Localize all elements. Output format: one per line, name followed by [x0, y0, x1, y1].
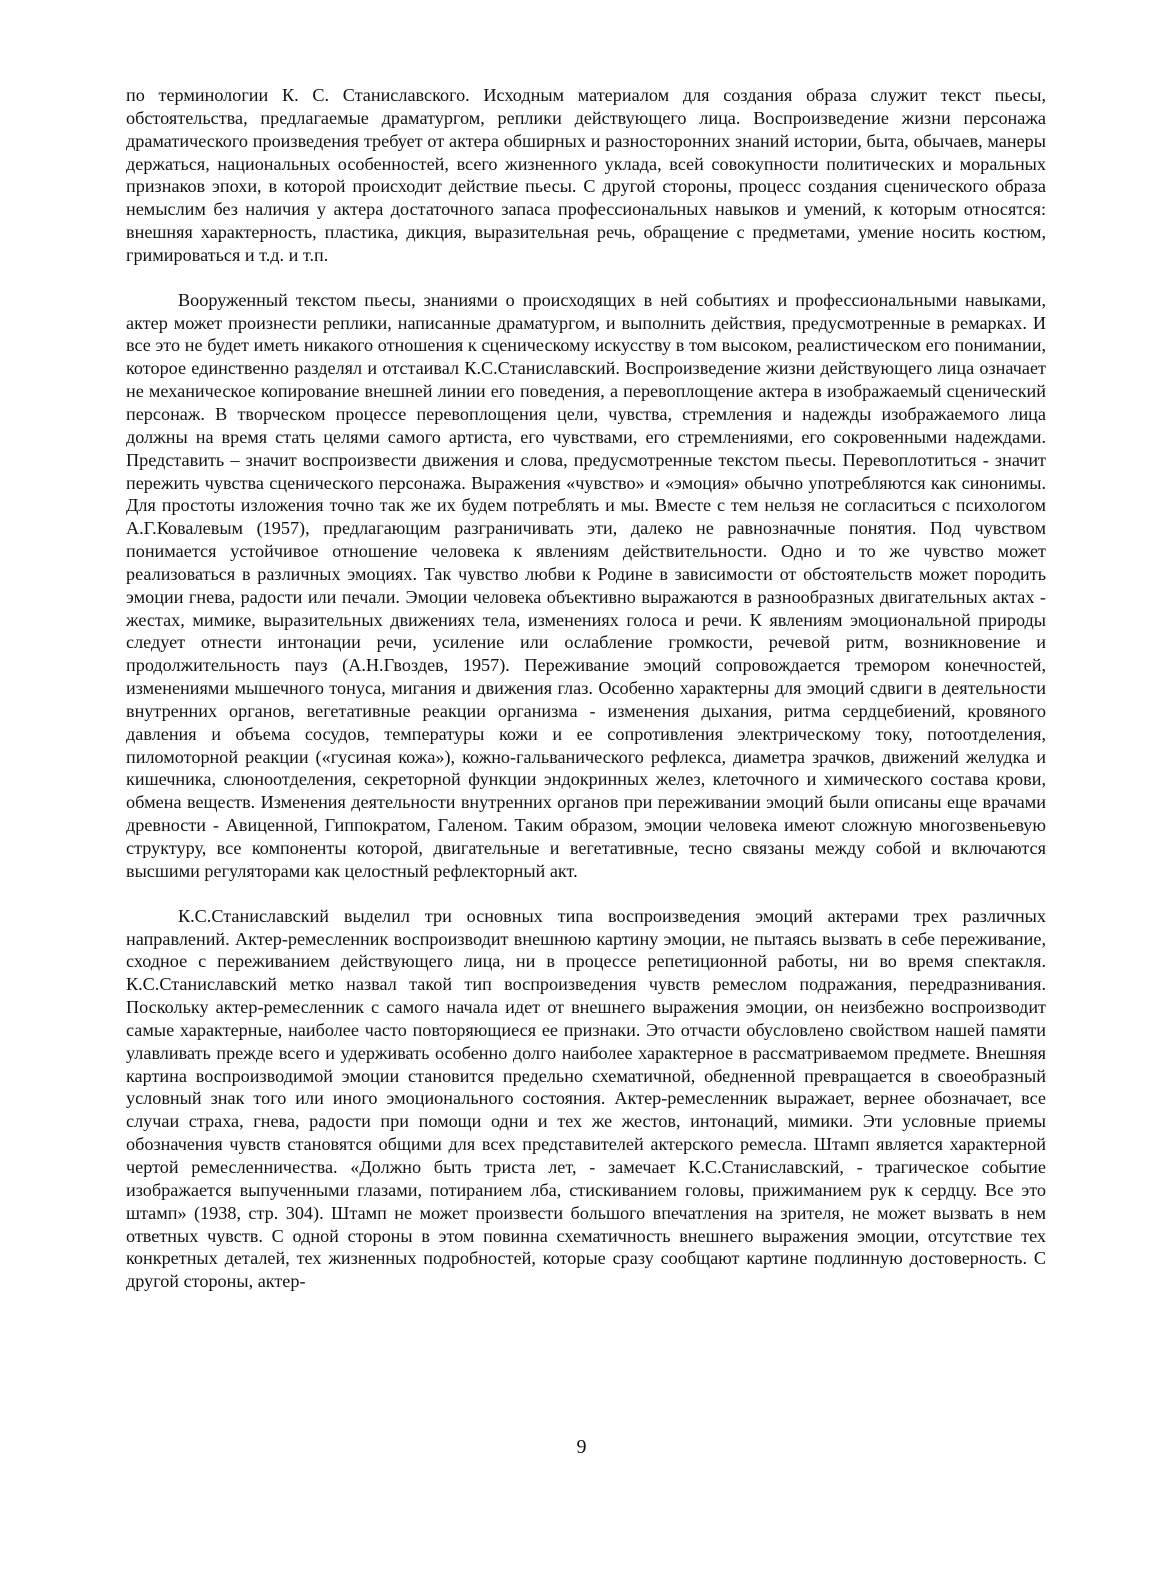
paragraph-spacer [126, 267, 1046, 289]
paragraph-1: по терминологии К. С. Станиславского. Исходным материалом для создания образа служит текст пьесы, обстоятельства, предлагаемые драматургом, реплики действующего лица. Воспроизведение жизни персонажа драматического произведения требует от актера обширных и разносторонних знаний истории, быта, обычаев, манеры держаться, национальных особенностей, всего жизненного уклада, всей совокупности политических и моральных признаков эпохи, в которой происходит действие пьесы. С другой стороны, процесс создания сценического образа немыслим без наличия у актера достаточного запаса профессиональных навыков и умений, к которым относятся: внешняя характерность, пластика, дикция, выразительная речь, обращение с предметами, умение носить костюм, гримироваться и т.д. и т.п. [126, 85, 1046, 265]
paragraph-3: К.С.Станиславский выделил три основных типа воспроизведения эмоций актерами трех различных направлений. Актер-ремесленник воспроизводит внешнюю картину эмоции, не пытаясь вызвать в себе переживание, сходное с переживанием действующего лица, ни в процессе репетиционной работы, ни во время спектакля. К.С.Станиславский метко назвал такой тип воспроизведения чувств ремеслом подражания, передразнивания. Поскольку актер-ремесленник с самого начала идет от внешнего выражения эмоции, он неизбежно воспроизводит самые характерные, наиболее часто повторяющиеся ее признаки. Это отчасти обусловлено свойством нашей памяти улавливать прежде всего и удерживать особенно долго наиболее характерное в рассматриваемом предмете. Внешняя картина воспроизводимой эмоции становится предельно схематичной, обедненной превращается в своеобразный условный знак того или иного эмоционального состояния. Актер-ремесленник выражает, вернее обозначает, все случаи страха, гнева, радости при помощи одни и тех же жестов, интонаций, мимики. Эти условные приемы обозначения чувств становятся общими для всех представителей актерского ремесла. Штамп является характерной чертой ремесленничества. «Должно быть триста лет, - замечает К.С.Станиславский, - трагическое событие изображается выпученными глазами, потиранием лба, стискиванием головы, прижиманием рук к сердцу. Все это штамп» (1938, стр. 304). Штамп не может произвести большого впечатления на зрителя, не может вызвать в нем ответных чувств. С одной стороны в этом повинна схематичность внешнего выражения эмоции, отсутствие тех конкретных деталей, тех жизненных подробностей, которые сразу сообщают картине подлинную достоверность. С другой стороны, актер- [126, 905, 1046, 1292]
paragraph-spacer [126, 883, 1046, 905]
paragraph-2: Вооруженный текстом пьесы, знаниями о происходящих в ней событиях и профессиональными навыками, актер может произнести реплики, написанные драматургом, и выполнить действия, предусмотренные в ремарках. И все это не будет иметь никакого отношения к сценическому искусству в том высоком, реалистическом его понимании, которое единственно разделял и отстаивал К.С.Станиславский. Воспроизведение жизни действующего лица означает не механическое копирование внешней линии его поведения, а перевоплощение актера в изображаемый сценический персонаж. В творческом процессе перевоплощения цели, чувства, стремления и надежды изображаемого лица должны на время стать целями самого артиста, его чувствами, его стремлениями, его сокровенными надеждами. Представить – значит воспроизвести движения и слова, предусмотренные текстом пьесы. Перевоплотиться - значит пережить чувства сценического персонажа. Выражения «чувство» и «эмоция» обычно употребляются как синонимы. Для простоты изложения точно так же их будем потреблять и мы. Вместе с тем нельзя не согласиться с психологом А.Г.Ковалевым (1957), предлагающим разграничивать эти, далеко не равнозначные понятия. Под чувством понимается устойчивое отношение человека к явлениям действительности. Одно и то же чувство может реализоваться в различных эмоциях. Так чувство любви к Родине в зависимости от обстоятельств может породить эмоции гнева, радости или печали. Эмоции человека объективно выражаются в разнообразных двигательных актах - жестах, мимике, выразительных движениях тела, изменениях голоса и речи. К явлениям эмоциональной природы следует отнести интонации речи, усиление или ослабление громкости, речевой ритм, возникновение и продолжительность пауз (А.Н.Гвоздев, 1957). Переживание эмоций сопровождается тремором конечностей, изменениями мышечного тонуса, мигания и движения глаз. Особенно характерны для эмоций сдвиги в деятельности внутренних органов, вегетативные реакции организма - изменения дыхания, ритма сердцебиений, кровяного давления и объема сосудов, температуры кожи и ее сопротивления электрическому току, потоотделения, пиломоторной реакции («гусиная кожа»), кожно-гальванического рефлекса, диаметра зрачков, движений желудка и кишечника, слюноотделения, секреторной функции эндокринных желез, клеточного и химического состава крови, обмена веществ. Изменения деятельности внутренних органов при переживании эмоций были описаны еще врачами древности - Авиценной, Гиппократом, Галеном. Таким образом, эмоции человека имеют сложную многозвеньевую структуру, все компоненты которой, двигательные и вегетативные, тесно связаны между собой и включаются высшими регуляторами как целостный рефлекторный акт. [126, 289, 1046, 881]
document-body [126, 84, 1046, 1293]
page-number: 9 [576, 1436, 587, 1458]
